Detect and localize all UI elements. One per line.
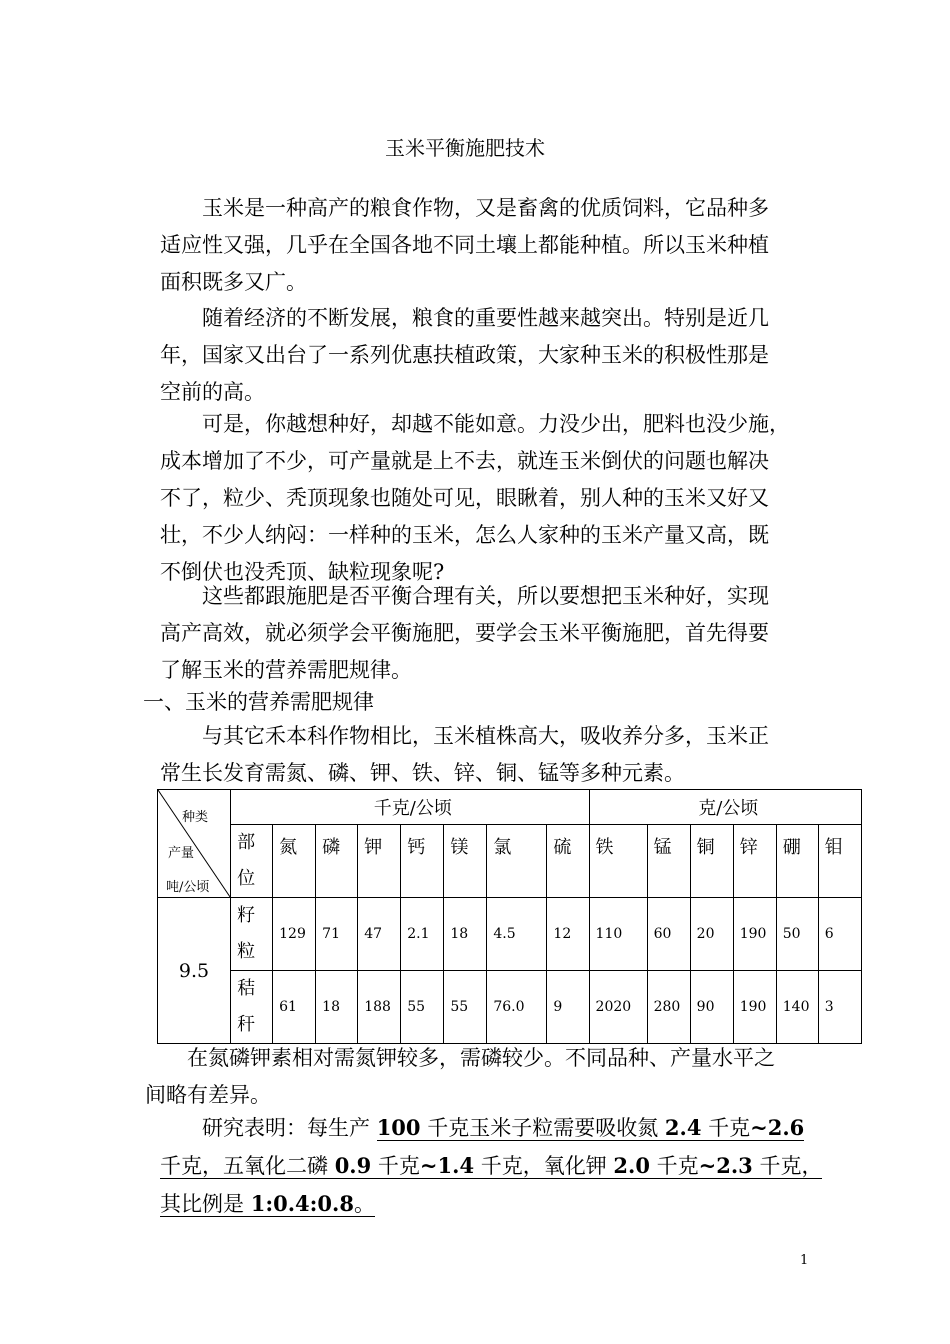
page-number: 1	[800, 1253, 809, 1268]
unit-group-g: 克/公顷	[589, 790, 861, 825]
part-header: 部 位	[231, 825, 273, 898]
value-cell: 47	[358, 898, 401, 971]
text-line: 研究表明：每生产 100 千克玉米子粒需要吸收氮 2.4 千克~2.6	[202, 1115, 805, 1140]
value-cell: 76.0	[487, 971, 547, 1044]
text-line: 不倒伏也没秃顶、缺粒现象呢?	[160, 560, 445, 584]
value-cell: 18	[444, 898, 487, 971]
element-header-b: 硼	[776, 825, 818, 898]
table-row	[158, 971, 862, 1044]
text-line: 这些都跟施肥是否平衡合理有关，所以要想把玉米种好，实现	[202, 584, 769, 608]
underlined-text: 100 千克玉米子粒需要吸收氮 2.4 千克~2.6	[376, 1115, 805, 1140]
value-cell: 110	[589, 898, 647, 971]
text-line: 空前的高。	[160, 380, 265, 404]
text-line: 可是，你越想种好，却越不能如意。力没少出，肥料也没少施，	[202, 412, 790, 436]
text-line: 常生长发育需氮、磷、钾、铁、锌、铜、锰等多种元素。	[160, 761, 685, 785]
element-header-k: 钾	[358, 825, 401, 898]
element-header-cu: 铜	[690, 825, 733, 898]
element-header-zn: 锌	[733, 825, 776, 898]
text-line: 成本增加了不少，可产量就是上不去，就连玉米倒伏的问题也解决	[160, 449, 769, 473]
value-cell: 2020	[589, 971, 647, 1044]
element-header-p: 磷	[316, 825, 358, 898]
value-cell: 60	[647, 898, 690, 971]
text-line: 不了，粒少、秃顶现象也随处可见，眼瞅着，别人种的玉米又好又	[160, 486, 769, 510]
value-cell: 6	[818, 898, 861, 971]
value-cell: 190	[733, 971, 776, 1044]
text-line: 随着经济的不断发展，粮食的重要性越来越突出。特别是近几	[202, 306, 769, 330]
value-cell: 190	[733, 898, 776, 971]
value-cell: 129	[273, 898, 316, 971]
value-cell: 12	[547, 898, 589, 971]
text-line: 了解玉米的营养需肥规律。	[160, 658, 412, 682]
diag-label-unit: 吨/公顷	[166, 880, 210, 895]
value-cell: 18	[316, 971, 358, 1044]
paragraph-intro	[160, 190, 810, 301]
element-header-n: 氮	[273, 825, 316, 898]
element-header-cl: 氯	[487, 825, 547, 898]
part-cell: 籽 粒	[231, 898, 273, 971]
diag-label-yield: 产量	[168, 846, 195, 861]
text-line: 高产高效，就必须学会平衡施肥，要学会玉米平衡施肥，首先得要	[160, 621, 769, 645]
text-line: 年，国家又出台了一系列优惠扶植政策，大家种玉米的积极性那是	[160, 343, 769, 367]
value-cell: 90	[690, 971, 733, 1044]
element-header-mo: 钼	[818, 825, 861, 898]
element-header-ca: 钙	[401, 825, 444, 898]
text-line	[160, 1185, 810, 1223]
value-cell: 55	[401, 971, 444, 1044]
value-cell: 3	[818, 971, 861, 1044]
part-cell: 秸 秆	[231, 971, 273, 1044]
diagonal-header-cell	[158, 790, 231, 898]
value-cell: 50	[776, 898, 818, 971]
text-line: 面积既多又广。	[160, 270, 307, 294]
table-row	[158, 898, 862, 971]
value-cell: 61	[273, 971, 316, 1044]
element-header-s: 硫	[547, 825, 589, 898]
unit-group-kg: 千克/公顷	[231, 790, 589, 825]
text-line: 适应性又强，几乎在全国各地不同土壤上都能种植。所以玉米种植	[160, 233, 769, 257]
yield-cell: 9.5	[158, 898, 231, 1044]
value-cell: 4.5	[487, 898, 547, 971]
element-header-mn: 锰	[647, 825, 690, 898]
value-cell: 280	[647, 971, 690, 1044]
underlined-text: 千克，五氧化二磷 0.9 千克~1.4 千克，氧化钾 2.0 千克~2.3 千克，	[160, 1153, 823, 1178]
diag-label-kind: 种类	[182, 810, 209, 825]
value-cell: 71	[316, 898, 358, 971]
paragraph-npk	[145, 1040, 810, 1114]
text-line: 玉米是一种高产的粮食作物，又是畜禽的优质饲料，它品种多	[202, 196, 769, 220]
underlined-text: 其比例是 1:0.4:0.8。	[160, 1191, 375, 1216]
nutrient-table	[157, 789, 862, 1044]
paragraph-problem	[160, 406, 810, 591]
text-line	[160, 1147, 823, 1185]
text-line: 在氮磷钾素相对需氮钾较多，需磷较少。不同品种、产量水平之	[187, 1046, 775, 1070]
text-line: 间略有差异。	[145, 1083, 271, 1107]
paragraph-development	[160, 300, 810, 411]
value-cell: 9	[547, 971, 589, 1044]
element-header-fe: 铁	[589, 825, 647, 898]
value-cell: 20	[690, 898, 733, 971]
paragraph-research	[160, 1109, 823, 1223]
value-cell: 55	[444, 971, 487, 1044]
text-line: 与其它禾本科作物相比，玉米植株高大，吸收养分多，玉米正	[202, 724, 769, 748]
value-cell: 2.1	[401, 898, 444, 971]
paragraph-elements	[160, 718, 810, 792]
document-title: 玉米平衡施肥技术	[385, 136, 545, 160]
element-header-mg: 镁	[444, 825, 487, 898]
value-cell: 140	[776, 971, 818, 1044]
section-heading: 一、玉米的营养需肥规律	[143, 690, 374, 714]
paragraph-balance	[160, 578, 810, 689]
text-line: 壮，不少人纳闷：一样种的玉米，怎么人家种的玉米产量又高，既	[160, 523, 769, 547]
value-cell: 188	[358, 971, 401, 1044]
